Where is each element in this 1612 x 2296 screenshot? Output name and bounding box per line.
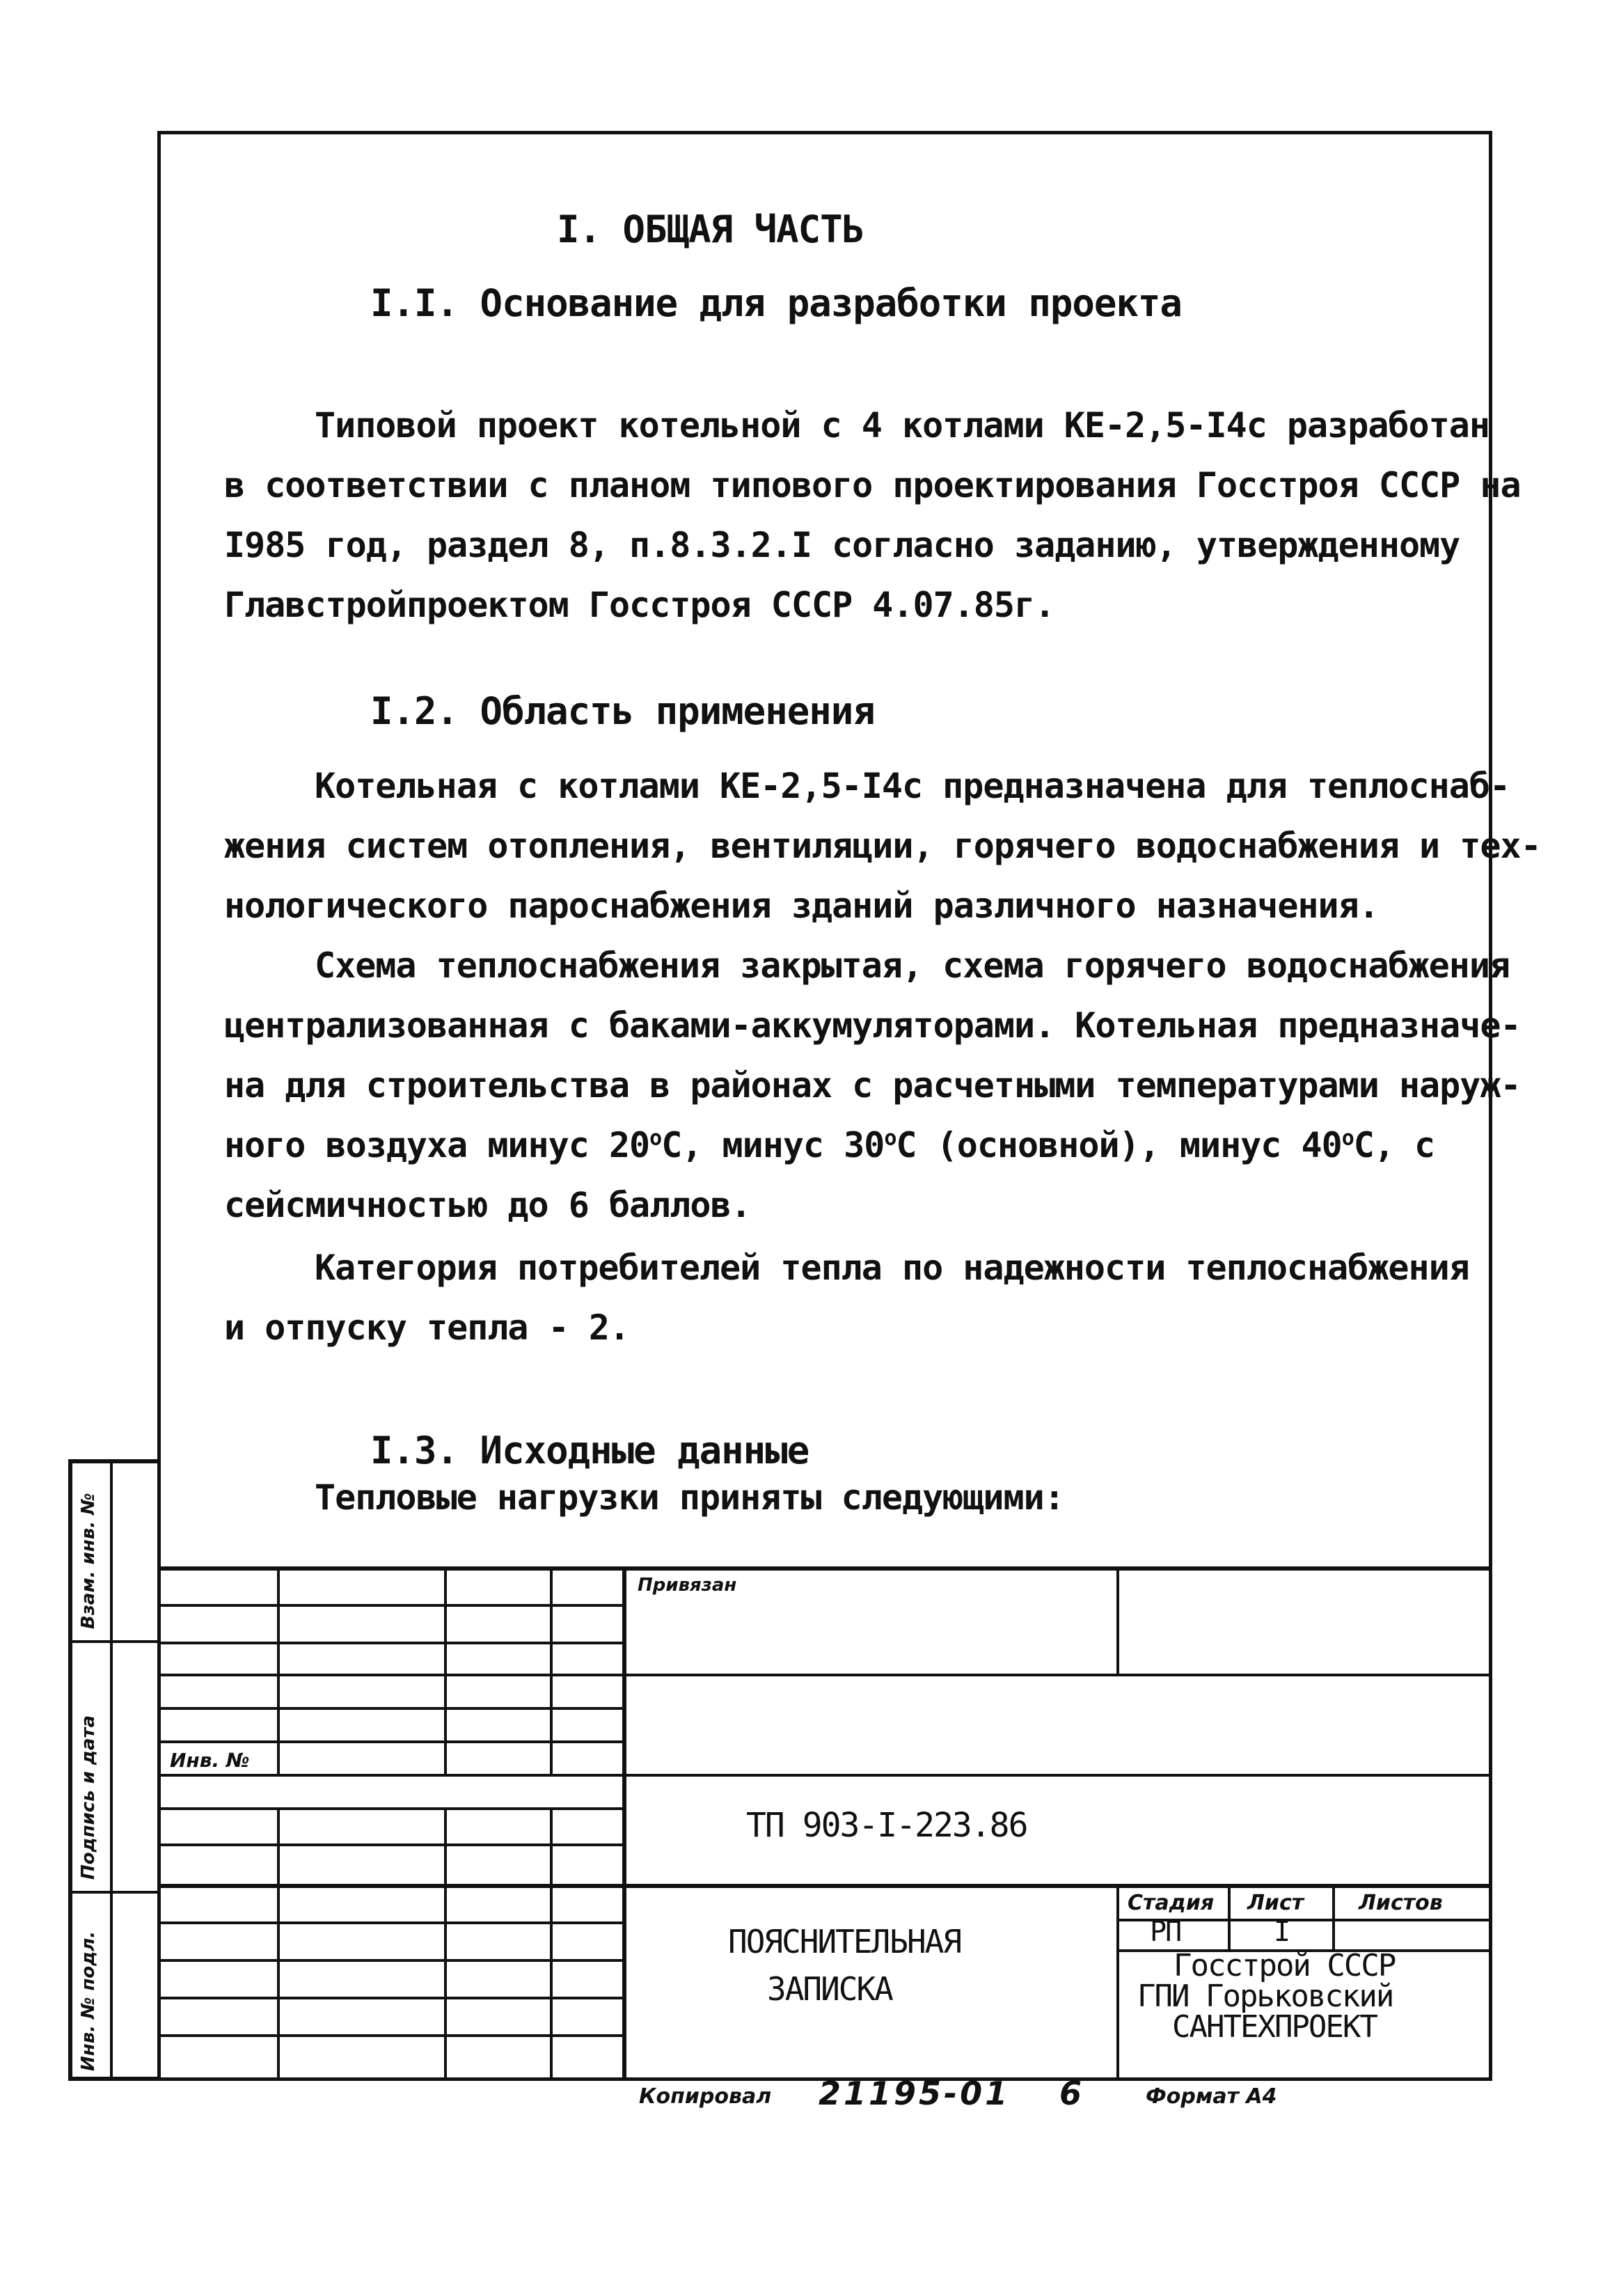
- s2-line-9: Категория потребителей тепла по надежности теплоснабжения: [315, 1248, 1469, 1288]
- doc-code: ТП 903-I-223.86: [746, 1806, 1027, 1845]
- s1-line-1: Типовой проект котельной с 4 котлами КЕ-2,5-I4с разработан: [315, 405, 1489, 446]
- s2-line-5: централизованная с баками-аккумуляторами. Котельная предназначе-: [224, 1005, 1521, 1046]
- s1-heading: I.I. Основание для разработки проекта: [370, 281, 1182, 325]
- footer-page: 6: [1059, 2075, 1085, 2112]
- grid-h-10: [157, 1921, 622, 1924]
- org-line-3: САНТЕХПРОЕКТ: [1172, 2009, 1377, 2045]
- s2-temperature-line: ного воздуха минус $20^оС$, минус $30^оС$ (основной), минус $40^оС$, с: [224, 1125, 1435, 1165]
- stamp-col-1: [1228, 1884, 1231, 1949]
- s2-line-3: нологического пароснабжения зданий различного назначения.: [224, 886, 1379, 926]
- stamp-col-stage: Стадия: [1128, 1891, 1215, 1915]
- grid-h-13: [157, 2034, 622, 2037]
- inv-no-label: Инв. №: [170, 1749, 250, 1772]
- stamp-col-sheet: Лист: [1247, 1891, 1304, 1915]
- grid-h-8: [157, 1843, 622, 1846]
- privyazan-label: Привязан: [638, 1575, 737, 1596]
- grid-h-4: [157, 1707, 622, 1710]
- side-strip-divider: [110, 1459, 113, 2081]
- side-strip-line-2: [68, 1891, 160, 1894]
- grid-v-4: [277, 1807, 280, 2081]
- grid-h-9: [157, 1884, 1492, 1888]
- s2-line-2: жения систем отопления, вентиляции, горячего водоснабжения и тех-: [224, 826, 1541, 866]
- grid-v-6: [550, 1807, 553, 2081]
- footer-number: 21195-01: [819, 2075, 1011, 2112]
- privyazan-divider: [1116, 1566, 1119, 1674]
- s2-heading: I.2. Область применения: [370, 689, 875, 733]
- s2-line-4: Схема теплоснабжения закрытая, схема горячего водоснабжения: [315, 945, 1510, 986]
- stamp-col-2: [1332, 1884, 1335, 1949]
- stamp-divider: [1116, 1884, 1119, 2081]
- side-label-vzam: Взам. инв. №: [78, 1493, 99, 1629]
- grid-v-main: [622, 1566, 626, 2081]
- grid-h-1: [157, 1604, 622, 1607]
- footer-format: Формат А4: [1146, 2084, 1277, 2109]
- org-line-1: Госстрой СССР: [1174, 1948, 1396, 1983]
- doc-title-2: ЗАПИСКА: [767, 1970, 892, 2008]
- side-strip-bottom: [68, 2077, 160, 2081]
- footer-kopiroval: Копировал: [639, 2084, 772, 2109]
- grid-v-1: [277, 1566, 280, 1775]
- s3-heading: I.3. Исходные данные: [370, 1429, 809, 1472]
- grid-h-7: [157, 1807, 622, 1810]
- s3-line: Тепловые нагрузки приняты следующими:: [315, 1477, 1064, 1518]
- side-label-podpis: Подпись и дата: [78, 1715, 99, 1880]
- grid-v-2: [444, 1566, 447, 1775]
- grid-h-11: [157, 1959, 622, 1962]
- grid-h-2: [157, 1642, 622, 1644]
- side-strip-line-1: [68, 1640, 160, 1643]
- doc-title-1: ПОЯСНИТЕЛЬНАЯ: [728, 1923, 961, 1960]
- side-label-inv-podl: Инв. № подл.: [78, 1931, 99, 2071]
- s1-line-3: I985 год, раздел 8, п.8.3.2.I согласно заданию, утвержденному: [224, 525, 1460, 565]
- grid-v-5: [444, 1807, 447, 2081]
- grid-h-3: [157, 1674, 1492, 1676]
- side-strip-top: [68, 1459, 160, 1463]
- grid-h-12: [157, 1997, 622, 1999]
- s2-line-1: Котельная с котлами КЕ-2,5-I4с предназначена для теплоснаб-: [315, 766, 1510, 806]
- stamp-stage-value: РП: [1150, 1916, 1181, 1948]
- side-strip-left: [68, 1459, 72, 2081]
- s2-line-8: сейсмичностью до 6 баллов.: [224, 1185, 751, 1225]
- title-block-top: [157, 1566, 1492, 1571]
- stamp-sheet-value: I: [1274, 1916, 1290, 1948]
- grid-v-3: [550, 1566, 553, 1775]
- s1-line-2: в соответствии с планом типового проектирования Госстроя СССР на: [224, 465, 1521, 505]
- s2-line-6: на для строительства в районах с расчетными температурами наруж-: [224, 1065, 1521, 1106]
- s2-line-10: и отпуску тепла - 2.: [224, 1307, 630, 1348]
- grid-h-5: [157, 1740, 622, 1743]
- s1-line-4: Главстройпроектом Госстроя СССР 4.07.85г.: [224, 585, 1055, 625]
- org-line-2: ГПИ Горьковский: [1137, 1979, 1393, 2014]
- grid-h-6: [157, 1774, 1492, 1777]
- stamp-col-sheets: Листов: [1359, 1891, 1443, 1915]
- section-title: I. ОБЩАЯ ЧАСТЬ: [557, 207, 864, 251]
